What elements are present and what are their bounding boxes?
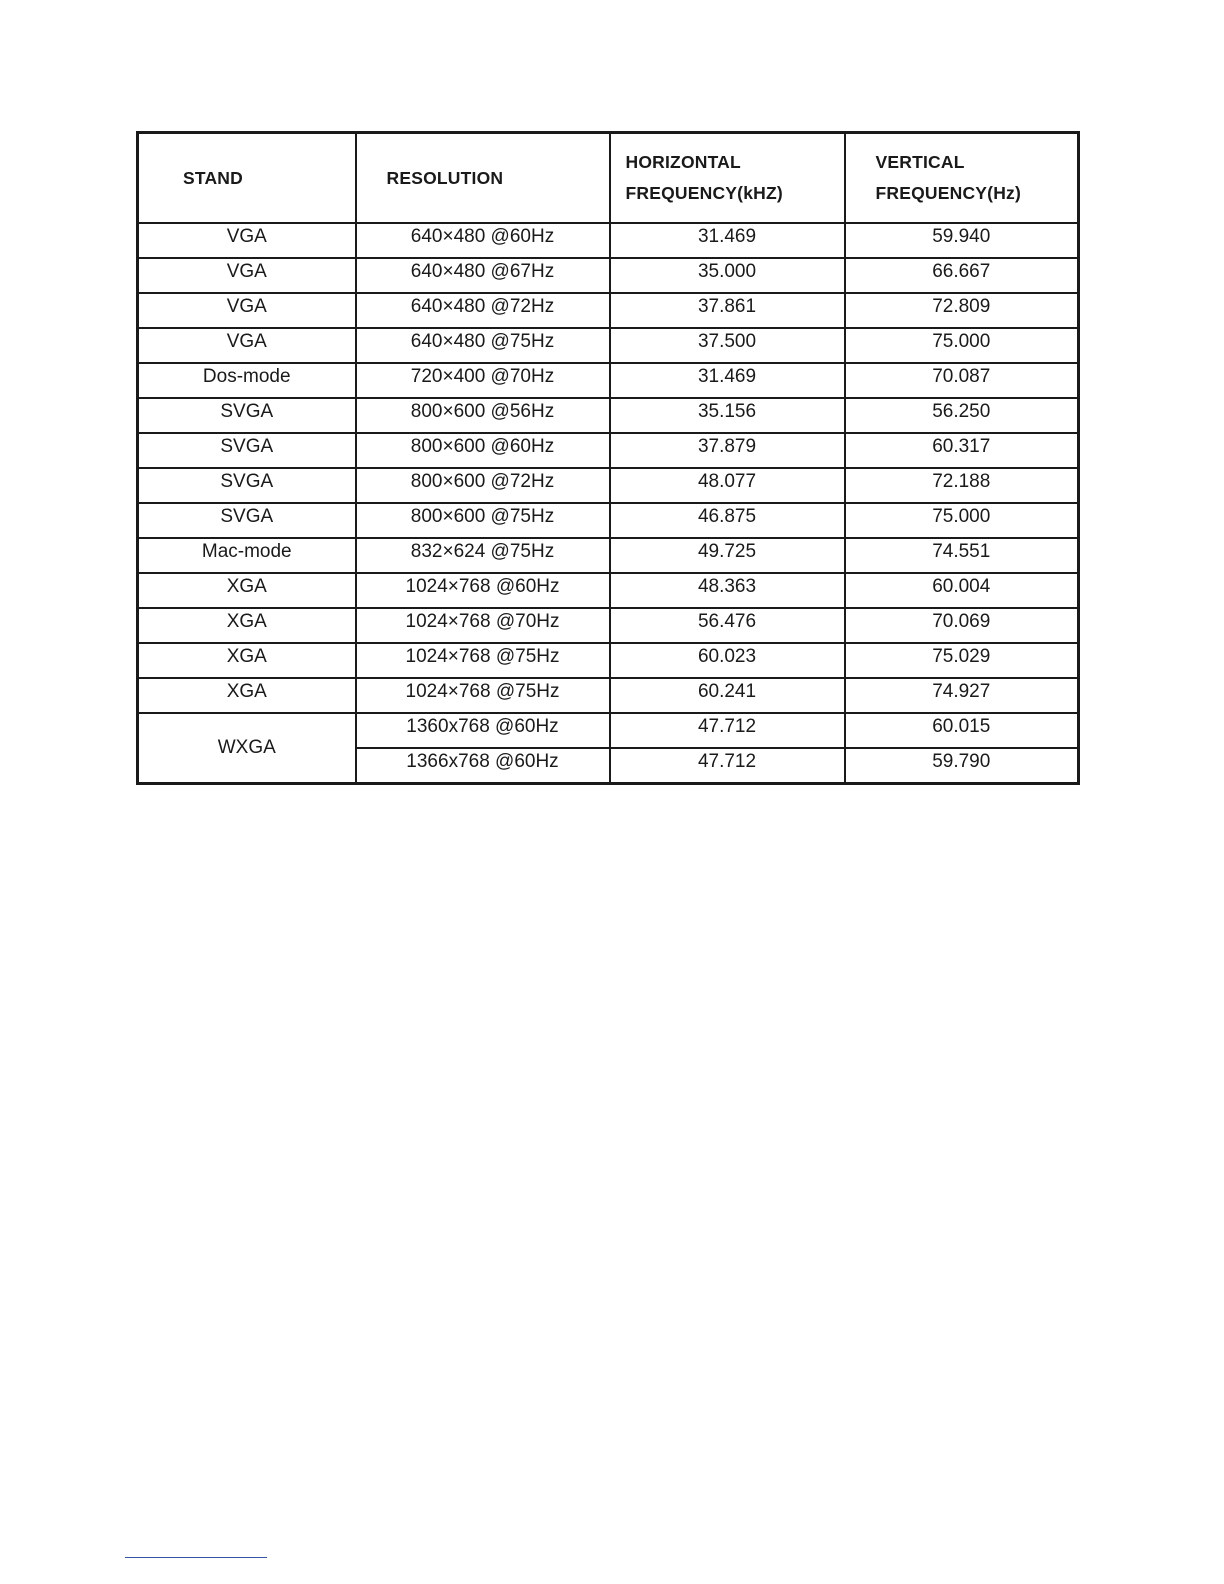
cell-horizontal-frequency: 31.469 [610, 223, 845, 258]
cell-stand: SVGA [138, 433, 356, 468]
cell-horizontal-frequency: 47.712 [610, 748, 845, 784]
cell-stand: XGA [138, 573, 356, 608]
cell-vertical-frequency: 66.667 [845, 258, 1079, 293]
table-row [138, 328, 1079, 363]
table-row [138, 713, 1079, 748]
table-row [138, 643, 1079, 678]
cell-stand: VGA [138, 223, 356, 258]
header-vertical-line1: VERTICAL [875, 152, 965, 172]
cell-vertical-frequency: 70.087 [845, 363, 1079, 398]
cell-resolution: 1360x768 @60Hz [356, 713, 610, 748]
cell-vertical-frequency: 60.317 [845, 433, 1079, 468]
table-row [138, 363, 1079, 398]
cell-horizontal-frequency: 35.000 [610, 258, 845, 293]
cell-resolution: 1024×768 @70Hz [356, 608, 610, 643]
cell-stand: WXGA [138, 713, 356, 784]
cell-horizontal-frequency: 60.023 [610, 643, 845, 678]
header-horizontal-frequency [610, 133, 845, 224]
cell-horizontal-frequency: 46.875 [610, 503, 845, 538]
cell-horizontal-frequency: 60.241 [610, 678, 845, 713]
table-row [138, 503, 1079, 538]
cell-horizontal-frequency: 49.725 [610, 538, 845, 573]
cell-stand: Mac-mode [138, 538, 356, 573]
header-stand [138, 133, 356, 224]
table-row [138, 398, 1079, 433]
cell-horizontal-frequency: 48.077 [610, 468, 845, 503]
cell-vertical-frequency: 74.927 [845, 678, 1079, 713]
header-horizontal-line2: FREQUENCY(kHZ) [625, 183, 783, 203]
table-body [138, 223, 1079, 784]
cell-resolution: 800×600 @60Hz [356, 433, 610, 468]
cell-vertical-frequency: 70.069 [845, 608, 1079, 643]
cell-stand: XGA [138, 608, 356, 643]
cell-stand: Dos-mode [138, 363, 356, 398]
table-row [138, 608, 1079, 643]
cell-horizontal-frequency: 48.363 [610, 573, 845, 608]
footer-rule [125, 1557, 267, 1558]
header-horizontal-line1: HORIZONTAL [625, 152, 741, 172]
cell-resolution: 1024×768 @75Hz [356, 643, 610, 678]
cell-horizontal-frequency: 35.156 [610, 398, 845, 433]
cell-stand: SVGA [138, 468, 356, 503]
table-row [138, 468, 1079, 503]
cell-stand: VGA [138, 293, 356, 328]
cell-horizontal-frequency: 31.469 [610, 363, 845, 398]
cell-resolution: 640×480 @60Hz [356, 223, 610, 258]
header-stand-label: STAND [183, 167, 243, 188]
cell-vertical-frequency: 60.004 [845, 573, 1079, 608]
cell-horizontal-frequency: 56.476 [610, 608, 845, 643]
cell-resolution: 1024×768 @75Hz [356, 678, 610, 713]
table-row [138, 258, 1079, 293]
cell-vertical-frequency: 59.790 [845, 748, 1079, 784]
cell-resolution: 800×600 @75Hz [356, 503, 610, 538]
cell-resolution: 720×400 @70Hz [356, 363, 610, 398]
cell-resolution: 832×624 @75Hz [356, 538, 610, 573]
cell-horizontal-frequency: 37.879 [610, 433, 845, 468]
cell-vertical-frequency: 75.000 [845, 328, 1079, 363]
cell-vertical-frequency: 72.809 [845, 293, 1079, 328]
table-header [138, 133, 1079, 224]
table-row [138, 538, 1079, 573]
cell-vertical-frequency: 75.029 [845, 643, 1079, 678]
cell-resolution: 640×480 @75Hz [356, 328, 610, 363]
table-row [138, 293, 1079, 328]
cell-horizontal-frequency: 37.861 [610, 293, 845, 328]
table-row [138, 678, 1079, 713]
cell-resolution: 640×480 @67Hz [356, 258, 610, 293]
table-row [138, 223, 1079, 258]
cell-vertical-frequency: 59.940 [845, 223, 1079, 258]
header-resolution [356, 133, 610, 224]
table-row [138, 433, 1079, 468]
timing-table [136, 131, 1080, 785]
cell-stand: VGA [138, 328, 356, 363]
cell-stand: XGA [138, 678, 356, 713]
cell-resolution: 1366x768 @60Hz [356, 748, 610, 784]
header-resolution-label: RESOLUTION [386, 167, 504, 188]
header-vertical-frequency [845, 133, 1079, 224]
cell-horizontal-frequency: 47.712 [610, 713, 845, 748]
cell-stand: SVGA [138, 398, 356, 433]
cell-stand: VGA [138, 258, 356, 293]
cell-stand: SVGA [138, 503, 356, 538]
cell-resolution: 800×600 @56Hz [356, 398, 610, 433]
cell-vertical-frequency: 74.551 [845, 538, 1079, 573]
header-row [138, 133, 1079, 224]
cell-vertical-frequency: 56.250 [845, 398, 1079, 433]
table-row [138, 573, 1079, 608]
header-vertical-line2: FREQUENCY(Hz) [875, 183, 1022, 203]
cell-vertical-frequency: 72.188 [845, 468, 1079, 503]
cell-stand: XGA [138, 643, 356, 678]
cell-resolution: 800×600 @72Hz [356, 468, 610, 503]
cell-horizontal-frequency: 37.500 [610, 328, 845, 363]
cell-resolution: 640×480 @72Hz [356, 293, 610, 328]
cell-resolution: 1024×768 @60Hz [356, 573, 610, 608]
cell-vertical-frequency: 75.000 [845, 503, 1079, 538]
cell-vertical-frequency: 60.015 [845, 713, 1079, 748]
